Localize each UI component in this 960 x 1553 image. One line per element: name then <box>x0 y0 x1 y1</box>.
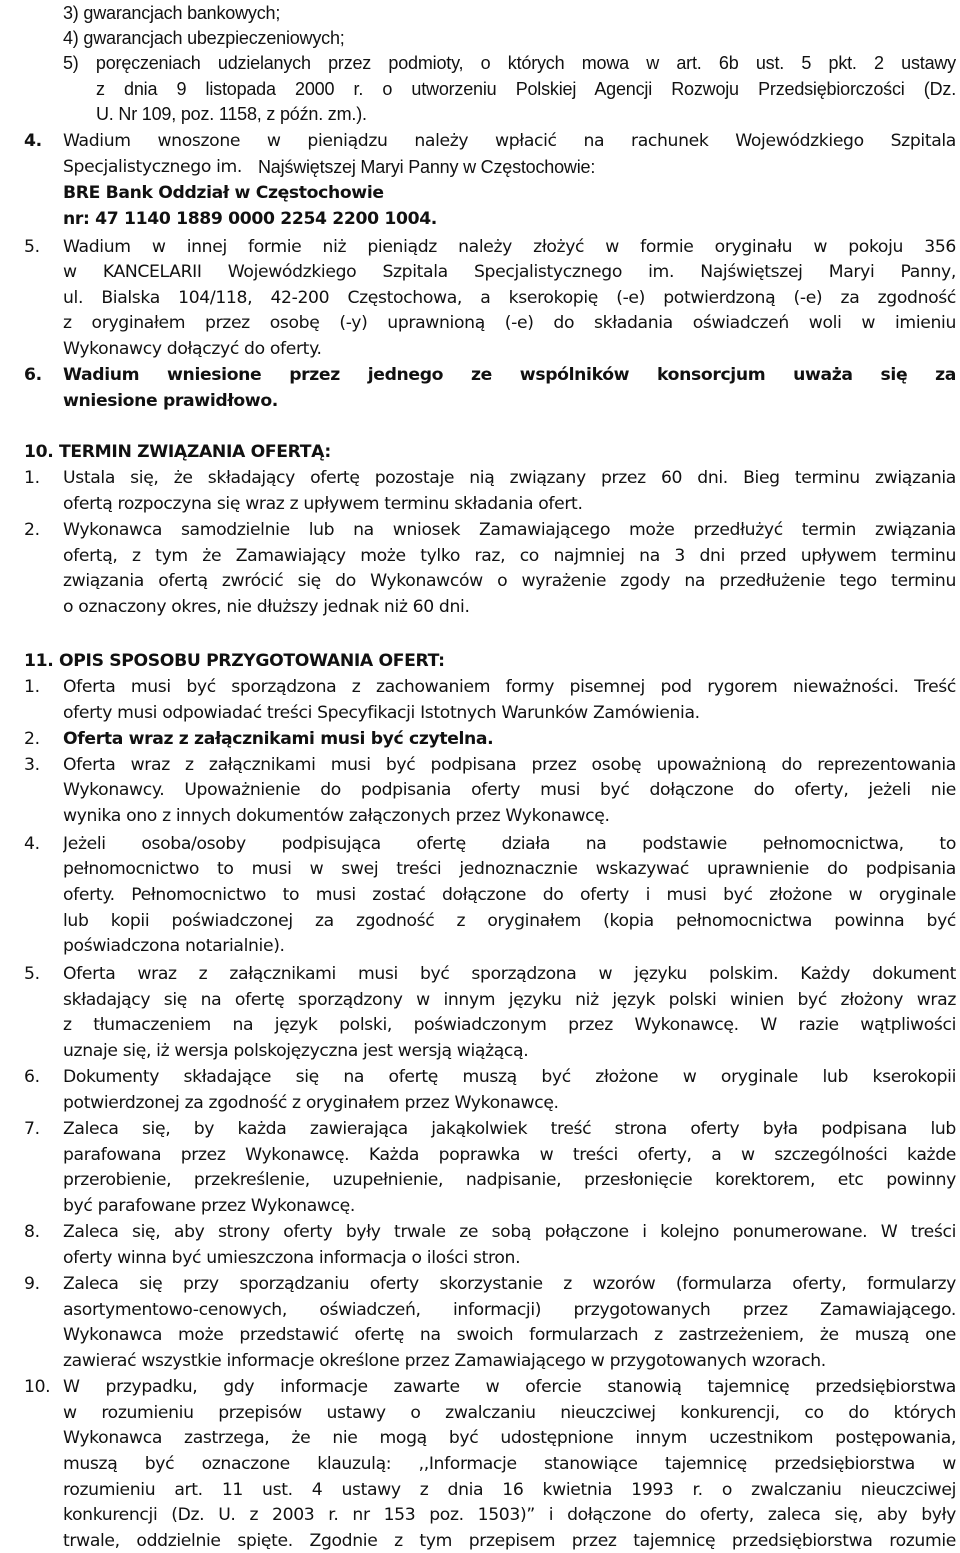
s11-item-5-line-3: z tłumaczeniem na język polski, poświadczonym przez Wykonawcę. W razie wątpliwości <box>63 1015 956 1035</box>
s11-item-5-line-1: Oferta wraz z załącznikami musi być sporządzona w języku polskim. Każdy dokument <box>63 964 956 984</box>
s11-item-10-line-1: W przypadku, gdy informacje zawarte w ofercie stanowią tajemnicę przedsiębiorstwa <box>63 1377 956 1397</box>
item-number: 10. <box>24 1377 51 1397</box>
s11-item-6-line-2: potwierdzonej za zgodność z oryginałem przez Wykonawcę. <box>63 1093 559 1113</box>
s11-item-8-line-1: Zaleca się, aby strony oferty były trwale ze sobą połączone i kolejno ponumerowane. W treści <box>63 1222 956 1242</box>
s11-item-4-line-5: poświadczona notarialnie). <box>63 936 285 956</box>
s11-item-2-line-1: Oferta wraz z załącznikami musi być czytelna. <box>63 729 494 749</box>
wadium-6-line-1: Wadium wniesione przez jednego ze wspólników konsorcjum uważa się za <box>63 365 956 385</box>
item-number: 2. <box>24 520 40 540</box>
s11-item-1-line-1: Oferta musi być sporządzona z zachowaniem formy pisemnej pod rygorem nieważności. Treść <box>63 677 956 697</box>
item-number: 9. <box>24 1274 40 1294</box>
list-item-4: 4) gwarancjach ubezpieczeniowych; <box>63 28 345 48</box>
s11-item-5-line-2: składający się na ofertę sporządzony w innym języku niż język polski winien być złożony wraz <box>63 990 956 1010</box>
wadium-4-line-1: Wadium wnoszone w pieniądzu należy wpłacić na rachunek Wojewódzkiego Szpitala <box>63 131 956 151</box>
paragraph-number: 6. <box>24 365 42 385</box>
s11-item-7-line-2: parafowana przez Wykonawcę. Każda poprawka w treści oferty, a w szczególności każde <box>63 1145 956 1165</box>
wadium-5-line-4: z oryginałem przez osobę (-y) uprawnioną (-e) do składania oświadczeń woli w imieniu <box>63 313 956 333</box>
list-item-5-line-1: 5) poręczeniach udzielanych przez podmioty, o których mowa w art. 6b ust. 5 pkt. 2 ustawy <box>63 53 956 73</box>
s11-item-10-line-2: w rozumieniu przepisów ustawy o zwalczaniu nieuczciwej konkurencji, co do których <box>63 1403 956 1423</box>
item-number: 5. <box>24 964 40 984</box>
s11-item-9-line-2: asortymentowo-cenowych, oświadczeń, informacji) przygotowanych przez Zamawiającego. <box>63 1300 956 1320</box>
s10-item-2-line-3: związania ofertą zwrócić się do Wykonawców o wyrażenie zgody na przedłużenie tego terminu <box>63 571 956 591</box>
s11-item-4-line-3: oferty. Pełnomocnictwo to musi zostać dołączone do oferty i musi być złożone w oryginale <box>63 885 956 905</box>
paragraph-number: 5. <box>24 237 40 257</box>
item-number: 3. <box>24 755 40 775</box>
section-11-heading: 11. OPIS SPOSOBU PRZYGOTOWANIA OFERT: <box>24 651 445 671</box>
item-number: 4. <box>24 834 40 854</box>
s10-item-2-line-1: Wykonawca samodzielnie lub na wniosek Zamawiającego może przedłużyć termin związania <box>63 520 956 540</box>
s11-item-10-line-3: Wykonawca zastrzega, że nie mogą być udostępnione innym uczestnikom postępowania, <box>63 1428 956 1448</box>
s11-item-4-line-2: pełnomocnictwo to musi w swej treści jednoznacznie wskazywać uprawnienie do podpisania <box>63 859 956 879</box>
s11-item-10-line-5: rozumieniu art. 11 ust. 4 ustawy z dnia 16 kwietnia 1993 r. o zwalczaniu nieuczciwej <box>63 1480 956 1500</box>
s11-item-6-line-1: Dokumenty składające się na ofertę muszą być złożone w oryginale lub kserokopii <box>63 1067 956 1087</box>
s10-item-2-line-4: o oznaczony okres, nie dłuższy jednak niż 60 dni. <box>63 597 470 617</box>
s11-item-8-line-2: oferty winna być umieszczona informacja o ilości stron. <box>63 1248 521 1268</box>
s11-item-10-line-7: trwale, oddzielnie spięte. Zgodnie z tym przepisem przez tajemnicę przedsiębiorstwa rozumie <box>63 1531 956 1551</box>
wadium-4-line-2a: Specjalistycznego im. <box>63 157 243 177</box>
s11-item-7-line-3: przerobienie, przekreślenie, uzupełnienie, nadpisanie, przesłonięcie korektorem, etc powinny <box>63 1170 956 1190</box>
item-number: 7. <box>24 1119 40 1139</box>
list-item-5-line-3: U. Nr 109, poz. 1158, z późn. zm.). <box>96 104 367 124</box>
s11-item-10-line-6: konkurencji (Dz. U. z 2003 r. nr 153 poz. 1503)” i dołączone do oferty, zaleca się, aby były <box>63 1505 956 1525</box>
paragraph-number: 4. <box>24 131 42 151</box>
s11-item-9-line-4: zawierać wszystkie informacje określone przez Zamawiającego w przygotowanych wzorach. <box>63 1351 826 1371</box>
s11-item-1-line-2: oferty musi odpowiadać treści Specyfikacji Istotnych Warunków Zamówienia. <box>63 703 700 723</box>
wadium-5-line-2: w KANCELARII Wojewódzkiego Szpitala Specjalistycznego im. Najświętszej Maryi Panny, <box>63 262 956 282</box>
bank-account-number: nr: 47 1140 1889 0000 2254 2200 1004. <box>63 209 437 229</box>
item-number: 1. <box>24 468 40 488</box>
s10-item-1-line-1: Ustala się, że składający ofertę pozostaje nią związany przez 60 dni. Bieg terminu związania <box>63 468 956 488</box>
wadium-4-line-2b: Najświętszej Maryi Panny w Częstochowie: <box>258 157 596 177</box>
s11-item-7-line-1: Zaleca się, by każda zawierająca jakąkolwiek treść strona oferty była podpisana lub <box>63 1119 956 1139</box>
s11-item-3-line-1: Oferta wraz z załącznikami musi być podpisana przez osobę upoważnioną do reprezentowania <box>63 755 956 775</box>
wadium-5-line-1: Wadium w innej formie niż pieniądz należy złożyć w formie oryginału w pokoju 356 <box>63 237 956 257</box>
list-item-3: 3) gwarancjach bankowych; <box>63 3 281 23</box>
item-number: 2. <box>24 729 40 749</box>
bank-name: BRE Bank Oddział w Częstochowie <box>63 183 384 203</box>
s11-item-4-line-4: lub kopii poświadczonej za zgodność z oryginałem (kopia pełnomocnictwa powinna być <box>63 911 956 931</box>
s11-item-7-line-4: być parafowane przez Wykonawcę. <box>63 1196 356 1216</box>
s10-item-1-line-2: ofertą rozpoczyna się wraz z upływem terminu składania ofert. <box>63 494 583 514</box>
s11-item-9-line-1: Zaleca się przy sporządzaniu oferty skorzystanie z wzorów (formularza oferty, formularzy <box>63 1274 956 1294</box>
s11-item-3-line-2: Wykonawcy. Upoważnienie do podpisania oferty musi być dołączone do oferty, jeżeli nie <box>63 780 956 800</box>
s11-item-9-line-3: Wykonawca może przedstawić ofertę na swoich formularzach z zastrzeżeniem, że muszą one <box>63 1325 956 1345</box>
wadium-5-line-3: ul. Bialska 104/118, 42-200 Częstochowa, a kserokopię (-e) potwierdzoną (-e) za zgodność <box>63 288 956 308</box>
s11-item-4-line-1: Jeżeli osoba/osoby podpisująca ofertę działa na podstawie pełnomocnictwa, to <box>63 834 956 854</box>
list-item-5-line-2: z dnia 9 listopada 2000 r. o utworzeniu Polskiej Agencji Rozwoju Przedsiębiorczości (Dz. <box>96 79 956 99</box>
item-number: 6. <box>24 1067 40 1087</box>
item-number: 1. <box>24 677 40 697</box>
s11-item-10-line-4: muszą być oznaczone klauzulą: ,,Informacje stanowiące tajemnicę przedsiębiorstwa w <box>63 1454 956 1474</box>
item-number: 8. <box>24 1222 40 1242</box>
wadium-6-line-2: wniesione prawidłowo. <box>63 391 278 411</box>
s10-item-2-line-2: ofertą, z tym że Zamawiający może tylko raz, co najmniej na 3 dni przed upływem terminu <box>63 546 956 566</box>
s11-item-3-line-3: wynika ono z innych dokumentów załączonych przez Wykonawcę. <box>63 806 610 826</box>
s11-item-5-line-4: uznaje się, iż wersja polskojęzyczna jest wersją wiążącą. <box>63 1041 529 1061</box>
section-10-heading: 10. TERMIN ZWIĄZANIA OFERTĄ: <box>24 442 331 462</box>
wadium-5-line-5: Wykonawcy dołączyć do oferty. <box>63 339 322 359</box>
